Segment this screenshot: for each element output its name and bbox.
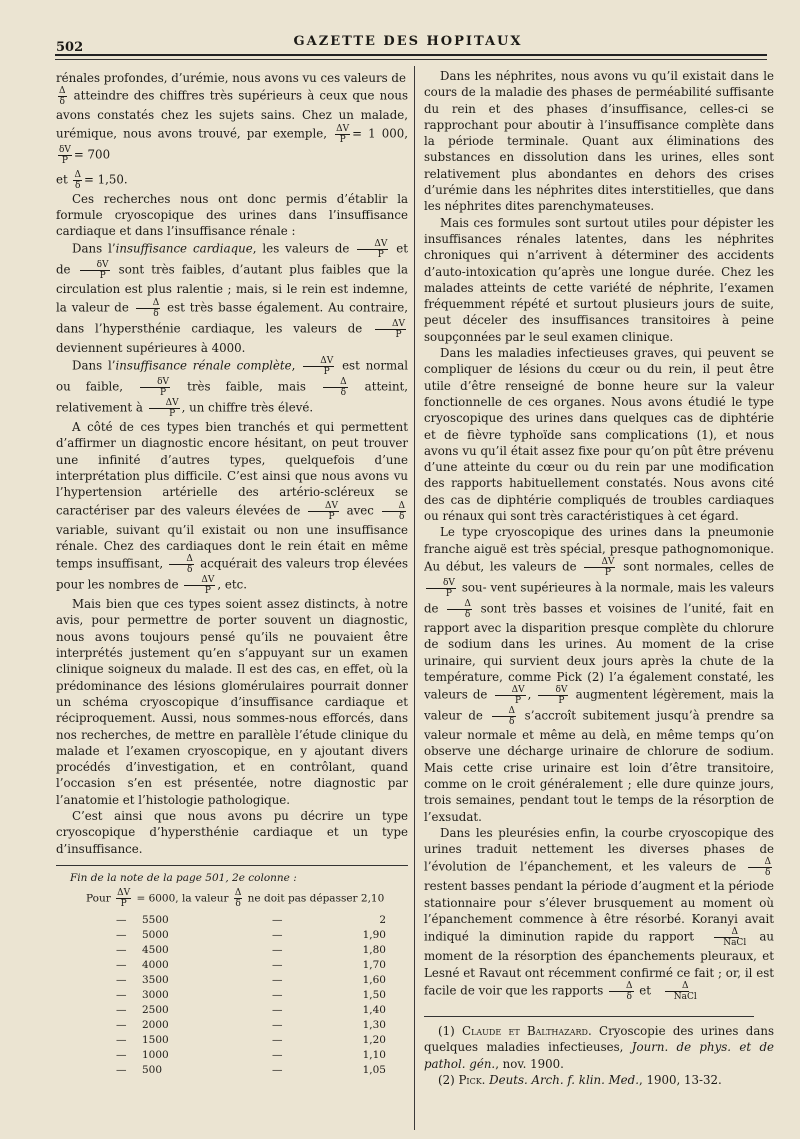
fraction: $\frac{\Delta}{\delta}$ [492,706,517,727]
fraction: $\frac{\delta V}{P}$ [59,144,71,166]
table-cell: — [116,1034,127,1047]
table-cell: — [272,1019,283,1032]
fraction: $\frac{\Delta V}{P}$ [149,398,180,419]
fraction: $\frac{\Delta V}{P}$ [184,575,215,596]
fraction: $\frac{\Delta}{\delta}$ [748,857,773,878]
table-cell: — [116,1004,127,1017]
table-cell: — [116,1049,127,1062]
table-cell: — [272,944,283,957]
table-cell: 2 [379,914,386,927]
table-cell: 1,10 [362,1049,386,1062]
table-cell: 2500 [142,1004,169,1017]
table-row [116,1018,386,1033]
table-cell: — [116,974,127,987]
fraction: $\frac{\delta V}{P}$ [538,685,568,706]
paragraph: Ces recherches nous ont donc permis d’établir la formule cryoscopique des urines dans l’insuffisance cardiaque et dans l’insuffisance rénale : [56,191,408,239]
paragraph: Dans l’insuffisance rénale complète, $\frac{\Delta V}{P}$ est normal ou faible, $\frac{\delta V}{P}$ très faible, mais $\frac{\Delta}{\delta}$ atteint, relativement à $\frac{\Delta V}{P}$ , un chiffre très élevé. [56,356,408,420]
fraction: $\frac{\Delta V}{P}$ [584,557,615,578]
footnote-separator [424,1016,754,1017]
footnote: (2) Pick. Deuts. Arch. f. klin. Med., 1900, 13-32. [438,1072,722,1087]
note-table [116,913,386,1078]
page-number: 502 [56,40,84,55]
table-row [116,973,386,988]
fraction: $\frac{\Delta}{\delta}$ [323,377,348,398]
fraction: $\frac{\Delta}{\delta}$ [382,501,407,522]
paragraph: Dans les pleurésies enfin, la courbe cryoscopique des urines traduit nettement les diverses phases de l’évolution de l’épanchement, et les valeurs de $\frac{\Delta}{\delta}$ restent basses pendant la période d’augment et la période stationnaire pour s’élever brusquement au moment où l’épanchement commence à être résorbé. Koranyi avait indiqué la diminution rapide du rapport Δ NaCl au moment de la résorption des épanchements pleuraux, et Lesné et Ravaut ont récemment confirmé ce fait ; or, il est facile de voir que les rapports $\frac{\Delta}{\delta}$ et Δ NaCl [424,825,774,1002]
table-row [116,943,386,958]
table-cell: 1,70 [362,959,386,972]
paragraph: Dans l’insuffisance cardiaque, les valeurs de $\frac{\Delta V}{P}$ et de $\frac{\delta V}{P}$ sont très faibles, d’autant plus faibles que la circulation est plus ralentie ; mais, si le rein est indemne, la valeur de $\frac{\Delta}{\delta}$ est très basse également. Au contraire, dans l’hypersthénie cardiaque, les valeurs de $\frac{\Delta V}{P}$ deviennent supérieures à 4000. [56,239,408,355]
paragraph: Dans les maladies infectieuses graves, qui peuvent se compliquer de lésions du cœur ou du rein, il peut être utile d’être renseigné de bonne heure sur la valeur fonctionnelle de ces organes. Nous avons étudié le type cryoscopique des urines dans quelques cas de diphtérie et de fièvre typhoïde sans complications (1), et nous avons vu qu’il était assez fixe pour qu’on pût être prévenu d’une atteinte du cœur ou du rein par une modification des rapports habituellement constatés. Nous avons cité des cas de diphtérie compliqués de troubles cardiaques ou rénaux qui sont très caractéristiques à cet égard. [424,346,774,524]
table-cell: — [272,929,283,942]
paragraph: et $\frac{\Delta}{\delta}$ = 1,50. [56,169,128,191]
table-cell: 500 [142,1064,163,1077]
table-cell: 1,50 [362,989,386,1002]
fraction: $\frac{\Delta}{\delta}$ [136,298,161,319]
table-cell: — [272,974,283,987]
table-cell: — [272,1004,283,1017]
fraction: $\frac{\Delta}{\delta}$ [234,887,242,909]
fraction: $\frac{\Delta V}{P}$ [495,685,526,706]
table-cell: 1,90 [362,929,386,942]
footnote: (1) Claude et Balthazard. Cryoscopie des urines dans quelques maladies infectieuses, Journ. de phys. et de pathol. gén., nov. 1900. [424,1023,774,1071]
table-row [116,1063,386,1078]
table-cell: — [272,914,283,927]
note-separator [56,865,408,866]
fraction: $\frac{\Delta V}{P}$ [336,123,350,145]
table-cell: 4000 [142,959,169,972]
fraction: $\frac{\delta V}{P}$ [426,578,456,599]
fraction: $\frac{\delta V}{P}$ [80,260,110,281]
table-cell: 3500 [142,974,169,987]
table-row [116,1033,386,1048]
table-cell: 1,05 [362,1064,386,1077]
paragraph: C’est ainsi que nous avons pu décrire un type cryoscopique d’hypersthénie cardiaque et un type d’insuffisance. [56,809,408,856]
table-cell: 4500 [142,944,169,957]
table-cell: 2000 [142,1019,169,1032]
fraction: $\frac{\Delta V}{P}$ [375,319,406,340]
table-cell: — [116,1019,127,1032]
fraction: $\frac{\delta V}{P}$ [140,377,170,398]
table-cell: 1,40 [362,1004,386,1017]
fraction: $\frac{\Delta}{\delta}$ [609,981,634,1002]
paragraph: $\frac{\Delta}{\delta}$ atteindre des chiffres très supérieurs à ceux que nous avons constatés chez les sujets sains. Chez un malade, urémique, nous avons trouvé, par exemple, $\frac{\Delta V}{P}$ = 1 000, $\frac{\delta V}{P}$ = 700 [56,86,408,166]
paragraph: Le type cryoscopique des urines dans la pneumonie franche aiguë est très spécial, presque pathognomonique. Au début, les valeurs de $\frac{\Delta V}{P}$ sont normales, celles de $\frac{\delta V}{P}$ sou- vent supérieures à la normale, mais les valeurs de $\frac{\Delta}{\delta}$ sont très basses et voisines de l’unité, fait en rapport avec la disparition presque complète du chlorure de sodium dans les urines. Au moment de la crise urinaire, qui survient deux jours après la chute de la température, comme Pick (2) l’a également constaté, les valeurs de $\frac{\Delta V}{P}$ , $\frac{\delta V}{P}$ augmentent légèrement, mais la valeur de $\frac{\Delta}{\delta}$ s’accroît subitement jusqu’à prendre sa valeur normale et même au delà, en même temps qu’on observe une décharge urinaire de chlorure de sodium. Mais cette crise urinaire est loin d’être transitoire, comme on le croit généralement ; elle dure quinze jours, trois semaines, pendant tout le temps de la résorption de l’exsudat. [424,525,774,824]
fraction: $\frac{\Delta}{\delta}$ [59,86,66,108]
table-cell: 1,60 [362,974,386,987]
fraction: $\frac{\Delta}{\delta}$ [447,599,472,620]
fraction: Δ NaCl [706,927,747,948]
fraction: $\frac{\Delta V}{P}$ [117,887,131,909]
table-row [116,928,386,943]
note-line: Pour $\frac{\Delta V}{P}$ = 6000, la valeur $\frac{\Delta}{\delta}$ ne doit pas dépasser 2,10 [86,887,385,909]
table-cell: 1,30 [362,1019,386,1032]
fraction: $\frac{\Delta V}{P}$ [308,501,339,522]
table-cell: — [116,914,127,927]
note-title: Fin de la note de la page 501, 2e colonne : [70,871,297,884]
paragraph: Dans les néphrites, nous avons vu qu’il existait dans le cours de la maladie des phases de perméabilité suffisante du rein et des phases d’insuffisance, celles-ci se rapprochant pour aboutir à l’insuffisance complète dans la période terminale. Quant aux éliminations des substances en dissolution dans les urines, elles sont relativement plus abondantes en dehors des crises d’urémie dans les néphrites dites interstitielles, que dans les néphrites dites parenchymateuses. [424,69,774,214]
table-cell: 1,80 [362,944,386,957]
column-divider [414,66,415,1130]
header-rule [55,54,767,56]
table-cell: 5000 [142,929,169,942]
fraction: $\frac{\Delta V}{P}$ [303,356,334,377]
table-cell: 1000 [142,1049,169,1062]
table-row [116,1048,386,1063]
table-cell: — [272,959,283,972]
table-cell: 1,20 [362,1034,386,1047]
fraction: $\frac{\Delta}{\delta}$ [169,554,194,575]
table-row [116,988,386,1003]
journal-title: GAZETTE DES HOPITAUX [293,34,523,49]
paragraph: A côté de ces types bien tranchés et qui permettent d’affirmer un diagnostic encore hésitant, on peut trouver une infinité d’autres types, quelquefois d’une interprétation plus difficile. C’est ainsi que nous avons vu l’hypertension artérielle des artério-scléreux se caractériser par des valeurs élevées de $\frac{\Delta V}{P}$ avec $\frac{\Delta}{\delta}$ variable, suivant qu’il existait ou non une insuffisance rénale. Chez des cardiaques dont le rein était en même temps insuffisant, $\frac{\Delta}{\delta}$ acquérait des valeurs trop élevées pour les nombres de $\frac{\Delta V}{P}$ , etc. [56,420,408,597]
right-column [424,68,774,1134]
fraction: $\frac{\Delta}{\delta}$ [74,169,81,191]
fraction: Δ NaCl [657,981,698,1002]
table-cell: 5500 [142,914,169,927]
table-cell: — [272,1034,283,1047]
paragraph: rénales profondes, d’urémie, nous avons vu ces valeurs de [56,71,406,85]
table-row [116,958,386,973]
table-cell: — [272,1064,283,1077]
table-cell: — [272,989,283,1002]
table-cell: — [116,959,127,972]
table-row [116,913,386,928]
fraction: $\frac{\Delta V}{P}$ [357,239,388,260]
table-row [116,1003,386,1018]
paragraph: Mais bien que ces types soient assez distincts, à notre avis, pour permettre de porter souvent un diagnostic, nous avons toujours pensé qu’ils ne pouvaient être interprétés justement qu’en s’appuyant sur un examen clinique soigneux du malade. Il est des cas, en effet, où la prédominance des lésions glomérulaires pourrait donner un schéma cryoscopique d’insuffisance cardiaque et réciproquement. Aussi, nous sommes-nous efforcés, dans nos recherches, de mettre en parallèle l’étude clinique du malade et l’examen cryoscopique, en y ajoutant divers procédés d’investigation, et en contrôlant, quand l’occasion s’en est présentée, notre diagnostic par l’anatomie et l’histologie pathologique. [56,597,408,807]
table-cell: 3000 [142,989,169,1002]
left-column [56,70,408,1136]
table-cell: — [116,929,127,942]
header-rule-thin [55,59,767,60]
paragraph: Mais ces formules sont surtout utiles pour dépister les insuffisances rénales latentes, dans les néphrites chroniques qui n’arrivent à déterminer des accidents d’auto-intoxication qu’après une longue durée. Chez les malades atteints de cette variété de néphrite, l’examen fréquemment répété et surtout plusieurs jours de suite, peut déceler des insuffisances transitoires à peine soupçonnées par le seul examen clinique. [424,215,774,344]
table-cell: — [272,1049,283,1062]
table-cell: — [116,944,127,957]
table-cell: — [116,989,127,1002]
table-cell: — [116,1064,127,1077]
table-cell: 1500 [142,1034,169,1047]
